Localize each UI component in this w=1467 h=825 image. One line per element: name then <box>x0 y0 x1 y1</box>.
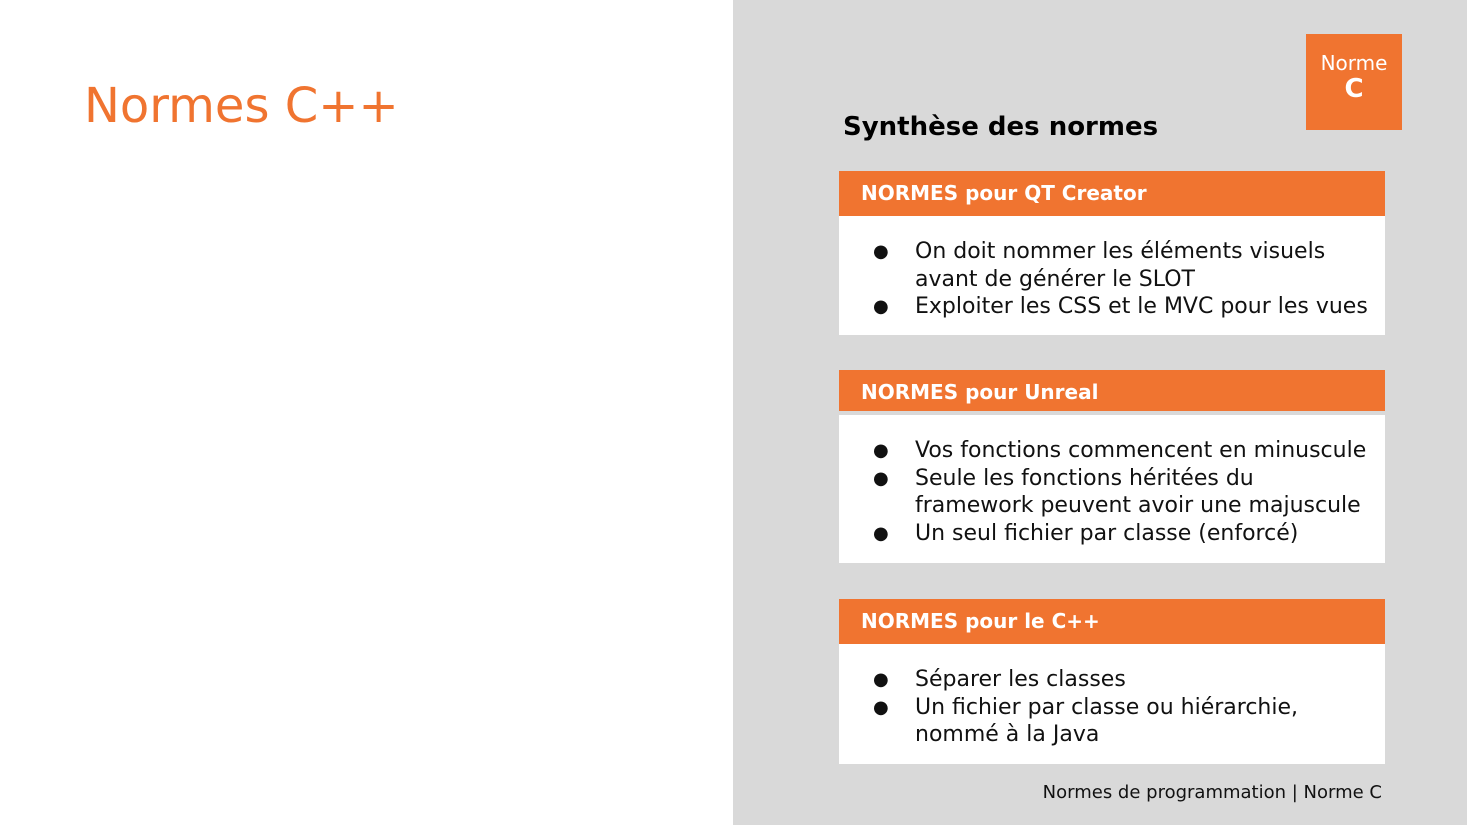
list-item-text: Séparer les classes <box>915 667 1126 692</box>
footer-text: Normes de programmation | Norme C <box>1042 782 1382 803</box>
list-item <box>873 437 1371 465</box>
card-header: NORMES pour QT Creator <box>839 171 1385 216</box>
panel-heading: Synthèse des normes <box>843 112 1159 142</box>
card-header: NORMES pour Unreal <box>839 370 1385 415</box>
badge-label: Norme <box>1320 51 1388 75</box>
list-item-text: Exploiter les CSS et le MVC pour les vues <box>915 294 1368 319</box>
bullet-icon: ● <box>873 440 889 461</box>
list-item-text: Vos fonctions commencent en minuscule <box>915 438 1367 463</box>
bullet-icon: ● <box>873 241 889 262</box>
list-item <box>873 666 1371 694</box>
slide-title: Normes C++ <box>84 78 399 134</box>
list-item-text: On doit nommer les éléments visuels avant de générer le SLOT <box>915 239 1326 292</box>
list-item-text: Un fichier par classe ou hiérarchie, nommé à la Java <box>915 694 1299 747</box>
list-item-text: Un seul fichier par classe (enforcé) <box>915 520 1299 546</box>
list-item <box>873 694 1371 749</box>
card-cpp <box>839 599 1385 764</box>
bullet-icon: ● <box>873 296 889 317</box>
card-qt-creator <box>839 171 1385 335</box>
bullet-list <box>873 238 1371 321</box>
card-unreal <box>839 370 1385 563</box>
card-header: NORMES pour le C++ <box>839 599 1385 644</box>
list-item <box>873 293 1371 321</box>
badge-value: C <box>1344 74 1364 104</box>
bullet-icon: ● <box>873 696 889 718</box>
card-body <box>839 415 1385 563</box>
bullet-icon: ● <box>873 669 889 690</box>
list-item <box>873 520 1371 548</box>
bullet-list <box>873 666 1371 749</box>
bullet-icon: ● <box>873 467 889 489</box>
list-item <box>873 238 1371 293</box>
bullet-icon: ● <box>873 522 889 544</box>
summary-panel <box>733 0 1467 825</box>
bullet-list <box>873 437 1371 547</box>
list-item-text: Seule les fonctions héritées du framework peuvent avoir une majuscule <box>915 465 1361 518</box>
list-item <box>873 465 1371 520</box>
norme-badge <box>1306 34 1402 130</box>
card-body <box>839 216 1385 335</box>
card-body <box>839 644 1385 764</box>
